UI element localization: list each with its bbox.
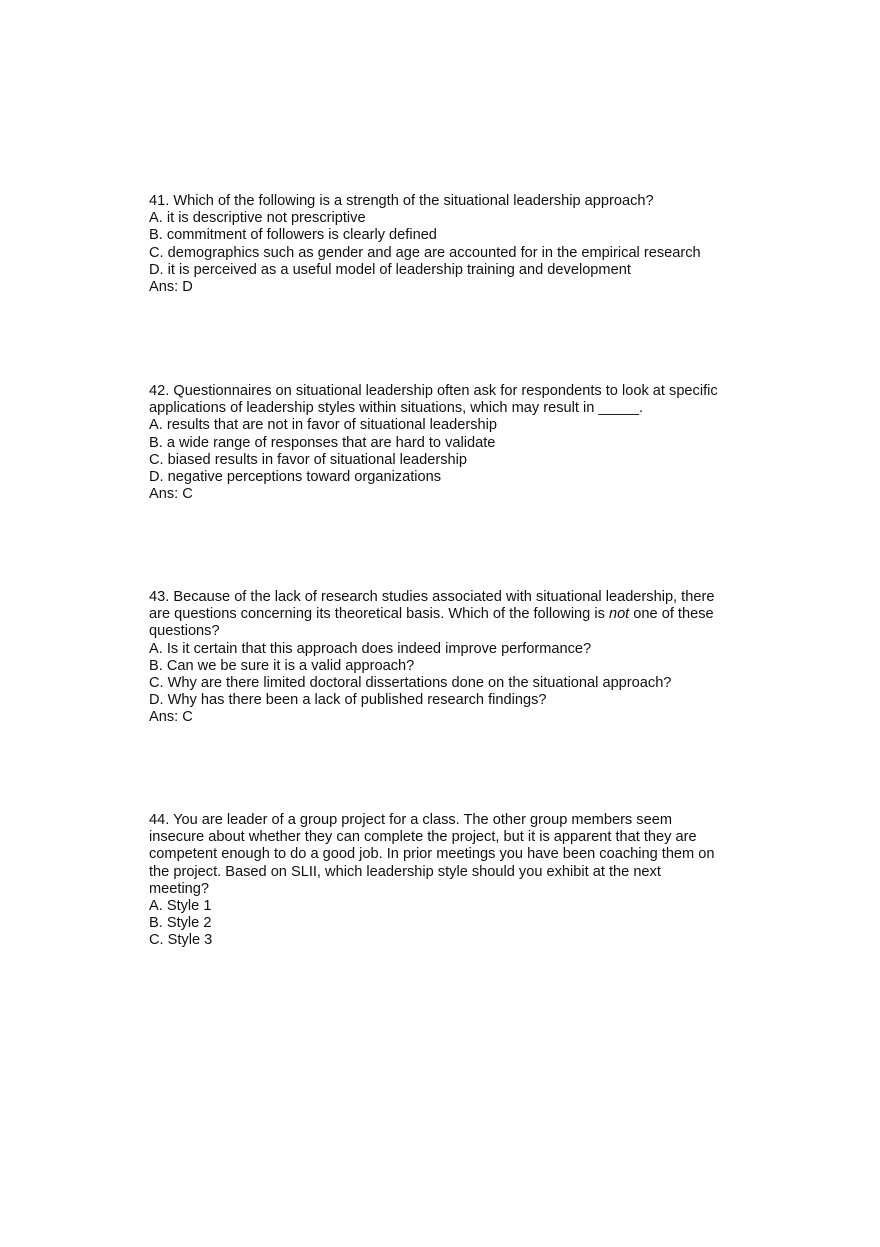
answer-option-a: A. Is it certain that this approach does indeed improve performance?	[149, 640, 592, 657]
answer-key: Ans: C	[149, 709, 193, 726]
answer-option-b: B. commitment of followers is clearly defined	[149, 227, 437, 244]
question-stem-line: 43. Because of the lack of research studies associated with situational leadership, there	[149, 589, 715, 605]
stem-text: one of these	[629, 606, 714, 623]
stem-text: are questions concerning its theoretical basis. Which of the following is	[149, 606, 609, 623]
answer-option-b: B. Style 2	[149, 915, 212, 932]
answer-key: Ans: D	[149, 279, 193, 296]
question-41	[149, 193, 749, 296]
answer-option-a: A. results that are not in favor of situational leadership	[149, 417, 498, 434]
answer-option-d: D. it is perceived as a useful model of leadership training and development	[149, 261, 631, 278]
answer-option-d: D. Why has there been a lack of published research findings?	[149, 692, 547, 709]
answer-option-c: C. demographics such as gender and age are accounted for in the empirical research	[149, 244, 701, 261]
question-stem-line: the project. Based on SLII, which leadership style should you exhibit at the next	[149, 863, 661, 880]
question-stem-line	[149, 606, 749, 623]
question-44	[149, 812, 749, 950]
question-stem-line: meeting?	[149, 880, 210, 897]
question-43	[149, 589, 749, 727]
question-stem: 41. Which of the following is a strength of the situational leadership approach?	[149, 193, 654, 209]
answer-option-c: C. Why are there limited doctoral dissertations done on the situational approach?	[149, 675, 672, 692]
question-stem-line: 42. Questionnaires on situational leadership often ask for respondents to look at specific	[149, 383, 718, 399]
answer-option-a: A. Style 1	[149, 898, 212, 915]
question-stem-line: 44. You are leader of a group project for a class. The other group members seem	[149, 812, 672, 828]
answer-option-c: C. Style 3	[149, 932, 213, 949]
answer-option-b: B. Can we be sure it is a valid approach?	[149, 657, 415, 674]
question-stem-line: competent enough to do a good job. In prior meetings you have been coaching them on	[149, 846, 715, 863]
answer-key: Ans: C	[149, 486, 193, 503]
answer-option-d: D. negative perceptions toward organizations	[149, 469, 442, 486]
question-stem-line: insecure about whether they can complete the project, but it is apparent that they are	[149, 829, 697, 846]
answer-option-b: B. a wide range of responses that are hard to validate	[149, 434, 496, 451]
question-stem-line: applications of leadership styles within situations, which may result in _____.	[149, 400, 644, 417]
question-42	[149, 383, 749, 503]
answer-option-c: C. biased results in favor of situational leadership	[149, 451, 467, 468]
answer-option-a: A. it is descriptive not prescriptive	[149, 210, 366, 227]
stem-emphasis: not	[608, 606, 630, 623]
question-stem-line: questions?	[149, 623, 220, 640]
